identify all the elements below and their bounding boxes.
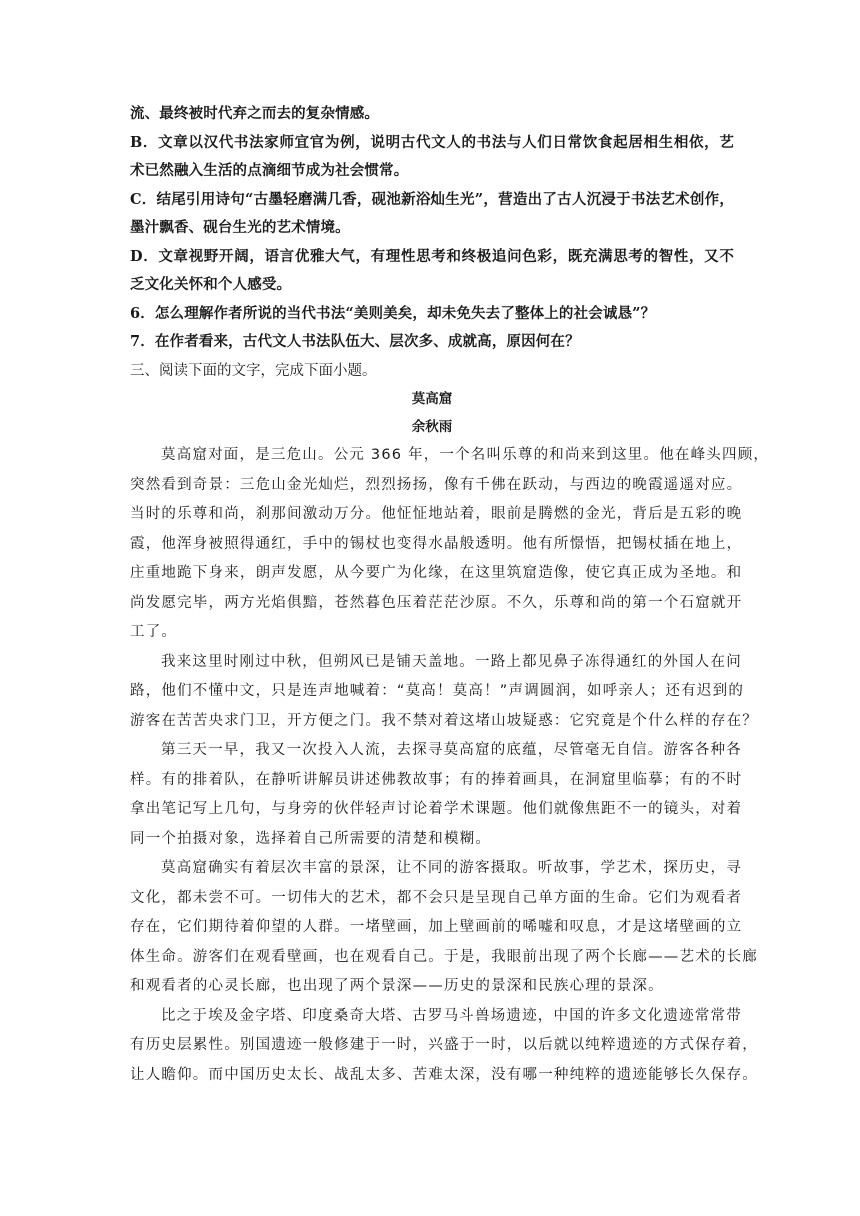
paragraph-line: 工了。 — [130, 624, 178, 640]
paragraph-1 — [130, 441, 770, 648]
option-d-line1: D．文章视野开阔，语言优雅大气，有理性思考和终极追问色彩，既充满思考的智性，又不 — [130, 247, 734, 265]
paragraph-line: 存在，它们期待着仰望的人群。一堵壁画，加上壁画前的唏嘘和叹息，才是这堵壁画的立 — [130, 919, 743, 935]
paragraph-line: 尚发愿完毕，两方光焰俱黯，苍然暮色压着茫茫沙原。不久，乐尊和尚的第一个石窟就开 — [130, 594, 743, 611]
paragraph-line: 霞，他浑身被照得通红，手中的锡杖也变得水晶般透明。他有所憬悟，把锡杖插在地上， — [130, 535, 743, 552]
paragraph-3 — [130, 736, 743, 854]
paragraph-line: 第三天一早，我又一次投入人流，去探寻莫高窟的底蕴，尽管毫无自信。游客各种各 — [161, 742, 742, 758]
paragraph-line: 让人瞻仰。而中国历史太长、战乱太多、苦难太深，没有哪一种纯粹的遗迹能够长久保存。 — [130, 1066, 758, 1083]
option-a-tail: 流、最终被时代弃之而去的复杂情感。 — [130, 105, 380, 122]
paragraph-line: 拿出笔记写上几句，与身旁的伙伴轻声讨论着学术课题。他们就像焦距不一的镜头，对着 — [130, 801, 743, 817]
option-b-line2: 术已然融入生活的点滴细节成为社会惯常。 — [130, 162, 409, 179]
paragraph-line: 有历史层累性。别国遗迹一般修建于一时，兴盛于一时，以后就以纯粹遗迹的方式保存着， — [130, 1037, 758, 1053]
article-author: 余秋雨 — [411, 419, 453, 435]
paragraph-line: 文化，都未尝不可。一切伟大的艺术，都不会只是呈现自己单方面的生命。它们为观看者 — [130, 889, 743, 906]
paragraph-line: 同一个拍摄对象，选择着自己所需要的清楚和模糊。 — [130, 830, 492, 847]
paragraph-4 — [130, 854, 758, 1002]
paragraph-line: 莫高窟对面，是三危山。公元 366 年，一个名叫乐尊的和尚来到这里。他在峰头四顾， — [161, 447, 770, 463]
paragraph-line: 庄重地跪下身来，朗声发愿，从今要广为化缘，在这里筑窟造像，使它真正成为圣地。和 — [130, 565, 743, 581]
article-title: 莫高窟 — [411, 391, 453, 407]
question-7: 7．在作者看来，古代文人书法队伍大、层次多、成就高，原因何在？ — [130, 333, 580, 350]
option-c-line1: C．结尾引用诗句“古墨轻磨满几香，砚池新浴灿生光”，营造出了古人沉浸于书法艺术创作， — [130, 190, 734, 208]
option-d-line2: 乏文化关怀和个人感受。 — [130, 276, 292, 293]
paragraph-line: 莫高窟确实有着层次丰富的景深，让不同的游客摄取。听故事，学艺术，探历史，寻 — [161, 860, 742, 876]
paragraph-line: 样。有的排着队，在静听讲解员讲述佛教故事；有的捧着画具，在洞窟里临摹；有的不时 — [130, 771, 743, 788]
option-b-line1: B．文章以汉代书法家师宜官为例，说明古代文人的书法与人们日常饮食起居相生相依，艺 — [130, 133, 734, 151]
paragraph-2 — [130, 648, 758, 737]
paragraph-line: 我来这里时刚过中秋，但朔风已是铺天盖地。一路上都见鼻子冻得通红的外国人在问 — [161, 653, 742, 670]
document-page — [130, 100, 770, 1090]
paragraph-line: 和观看者的心灵长廊，也出现了两个景深——历史的景深和民族心理的景深。 — [130, 978, 664, 994]
paragraph-line: 当时的乐尊和尚，刹那间激动万分。他怔怔地站着，眼前是腾燃的金光，背后是五彩的晚 — [130, 506, 743, 522]
paragraph-line: 路，他们不懂中文，只是连声地喊着：“莫高！莫高！”声调圆润，如呼亲人；还有迟到的 — [130, 683, 745, 699]
paragraph-line: 比之于埃及金字塔、印度桑奇大塔、古罗马斗兽场遗迹，中国的许多文化遗迹常常带 — [161, 1007, 742, 1024]
option-c-line2: 墨汁飘香、砚台生光的艺术情境。 — [130, 219, 350, 236]
paragraph-line: 游客在苦苦央求门卫，开方便之门。我不禁对着这堵山坡疑惑：它究竟是个什么样的存在？ — [130, 712, 758, 729]
paragraph-5 — [130, 1002, 758, 1091]
question-6: 6．怎么理解作者所说的当代书法“美则美矣，却未免失去了整体上的社会诚恳”？ — [130, 304, 656, 322]
section-heading: 三、阅读下面的文字，完成下面小题。 — [130, 362, 377, 379]
paragraph-line: 突然看到奇景：三危山金光灿烂，烈烈扬扬，像有千佛在跃动，与西边的晚霞遥遥对应。 — [130, 476, 743, 493]
paragraph-line: 体生命。游客们在观看壁画，也在观看自己。于是，我眼前出现了两个长廊——艺术的长廊 — [130, 948, 758, 965]
